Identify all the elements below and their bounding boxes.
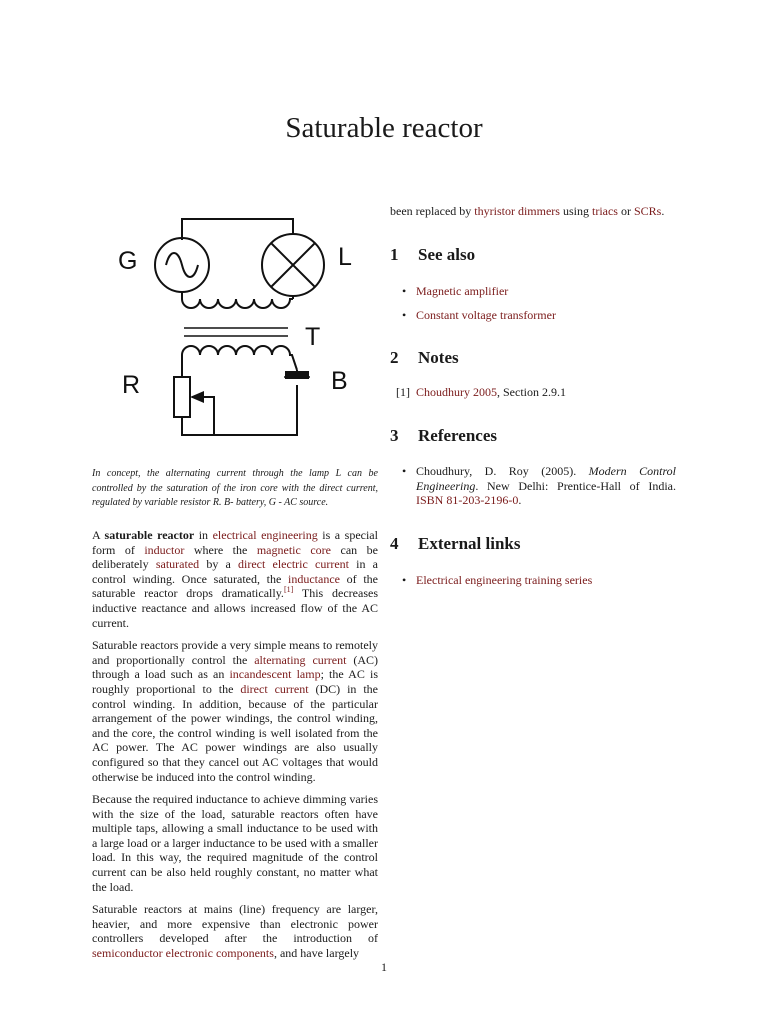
- label-g: G: [118, 247, 138, 275]
- list-item: [402, 464, 676, 508]
- section-number: 3: [390, 426, 399, 445]
- references-list: [402, 464, 676, 517]
- text: (DC) in the control winding. In addition, because of the particular arrangement of the power windings, the control winding, and the core, the control winding is well isolated from the AC power. The AC power windings are also usually configured so that they cancel out AC voltages that would otherwise be induced into the control winding.: [92, 681, 378, 784]
- control-winding: [182, 346, 297, 370]
- text: . New Delhi: Prentice-Hall of India.: [475, 478, 676, 493]
- heading-external-links: [390, 534, 521, 553]
- list-item: [402, 284, 676, 299]
- link-semiconductor-components[interactable]: semiconductor electronic components: [92, 946, 274, 961]
- section-title: See also: [418, 245, 476, 264]
- link-inductance[interactable]: inductance: [288, 571, 340, 586]
- text: using: [559, 204, 592, 218]
- section-title: References: [418, 426, 497, 445]
- link-constant-voltage-transformer[interactable]: Constant voltage transformer: [416, 307, 556, 322]
- section-title: External links: [418, 534, 521, 553]
- list-item: [402, 308, 676, 323]
- paragraph-control: [92, 638, 378, 784]
- text: been replaced by: [390, 204, 475, 218]
- heading-notes: [390, 348, 459, 367]
- note-1: [396, 385, 566, 400]
- page-title: Saturable reactor: [285, 112, 483, 144]
- link-alternating-current[interactable]: alternating current: [254, 652, 347, 667]
- body-left-column: [92, 528, 378, 969]
- text: Choudhury, D. Roy (2005).: [416, 464, 589, 478]
- link-direct-current[interactable]: direct current: [240, 681, 309, 696]
- link-electrical-engineering[interactable]: electrical engineering: [212, 528, 318, 542]
- link-magnetic-amplifier[interactable]: Magnetic amplifier: [416, 284, 509, 298]
- note-marker: [1]: [396, 385, 410, 399]
- link-isbn[interactable]: ISBN 81-203-2196-0: [416, 493, 519, 508]
- text: of the saturable reactor drops dramatically.: [92, 571, 378, 601]
- link-thyristor-dimmers[interactable]: thyristor dimmers: [474, 204, 560, 218]
- text: or: [617, 204, 634, 218]
- label-l: L: [338, 243, 352, 271]
- section-number: 1: [390, 245, 399, 264]
- link-direct-electric-current[interactable]: direct electric current: [238, 557, 349, 572]
- text: by a: [199, 557, 239, 572]
- book-title: Modern Control Engineering: [416, 464, 677, 493]
- text: Saturable reactors at mains (line) frequency are larger, heavier, and more expensive than electronic power controllers developed after the introduction of: [92, 902, 378, 946]
- body-right-column: [390, 204, 677, 587]
- label-r: R: [122, 371, 141, 399]
- paragraph-taps: Because the required inductance to achieve dimming varies with the size of the load, saturable reactors often have multiple taps, allowing a small inductance to be used with a large load or a larger inductance to be used with a smaller load. In this way, the required magnitude of the control current can be also held roughly constant, no matter what the load.: [92, 792, 378, 894]
- text: in: [194, 528, 213, 542]
- text: is a special form of: [92, 528, 378, 557]
- text: .: [518, 493, 522, 508]
- figure-caption: In concept, the alternating current through the lamp L can be controlled by the saturation of the iron core with the direct current, regulated by variable resistor R. B- battery, G - AC source.: [92, 468, 378, 508]
- link-saturated[interactable]: saturated: [155, 557, 200, 572]
- text: can be deliberately: [92, 542, 378, 572]
- section-number: 2: [390, 348, 399, 367]
- page-number: 1: [381, 960, 387, 974]
- see-also-list: [402, 284, 676, 331]
- text: , Section 2.9.1: [497, 385, 566, 399]
- link-inductor[interactable]: inductor: [144, 542, 185, 557]
- paragraph-mains: [92, 902, 378, 960]
- link-magnetic-core[interactable]: magnetic core: [256, 542, 331, 557]
- term-bold: saturable reactor: [104, 528, 195, 542]
- link-incandescent-lamp[interactable]: incandescent lamp: [229, 667, 321, 682]
- text: A: [92, 528, 105, 542]
- text: , and have largely: [273, 946, 360, 961]
- text: (AC) through a load such as an: [92, 652, 378, 682]
- heading-see-also: [390, 245, 476, 264]
- primary-winding: [182, 299, 293, 308]
- circuit-diagram: [92, 205, 382, 445]
- text: This decreases inductive reactance and allows increased flow of the AC current.: [92, 586, 378, 630]
- paragraph-continued: [390, 204, 676, 219]
- link-triacs[interactable]: triacs: [591, 204, 618, 218]
- section-number: 4: [390, 534, 399, 553]
- footnote-ref-1[interactable]: [1]: [283, 585, 294, 595]
- section-title: Notes: [418, 348, 459, 367]
- heading-references: [390, 426, 497, 445]
- external-links-list: [402, 573, 676, 597]
- label-b: B: [331, 367, 348, 395]
- label-t: T: [305, 323, 321, 351]
- text: in a control winding. Once saturated, the: [92, 557, 379, 586]
- battery-symbol: [285, 371, 309, 379]
- text: .: [661, 204, 665, 218]
- text: ; the AC is roughly proportional to the: [92, 667, 378, 696]
- paragraph-intro: [92, 528, 378, 630]
- link-scrs[interactable]: SCRs: [633, 204, 662, 218]
- variable-resistor-symbol: [174, 377, 190, 417]
- link-choudhury-2005[interactable]: Choudhury 2005: [416, 385, 497, 399]
- text: where the: [184, 542, 257, 557]
- text: Saturable reactors provide a very simple means to remotely and proportionally control the: [92, 638, 378, 667]
- link-training-series[interactable]: Electrical engineering training series: [416, 573, 593, 587]
- list-item: [402, 573, 676, 588]
